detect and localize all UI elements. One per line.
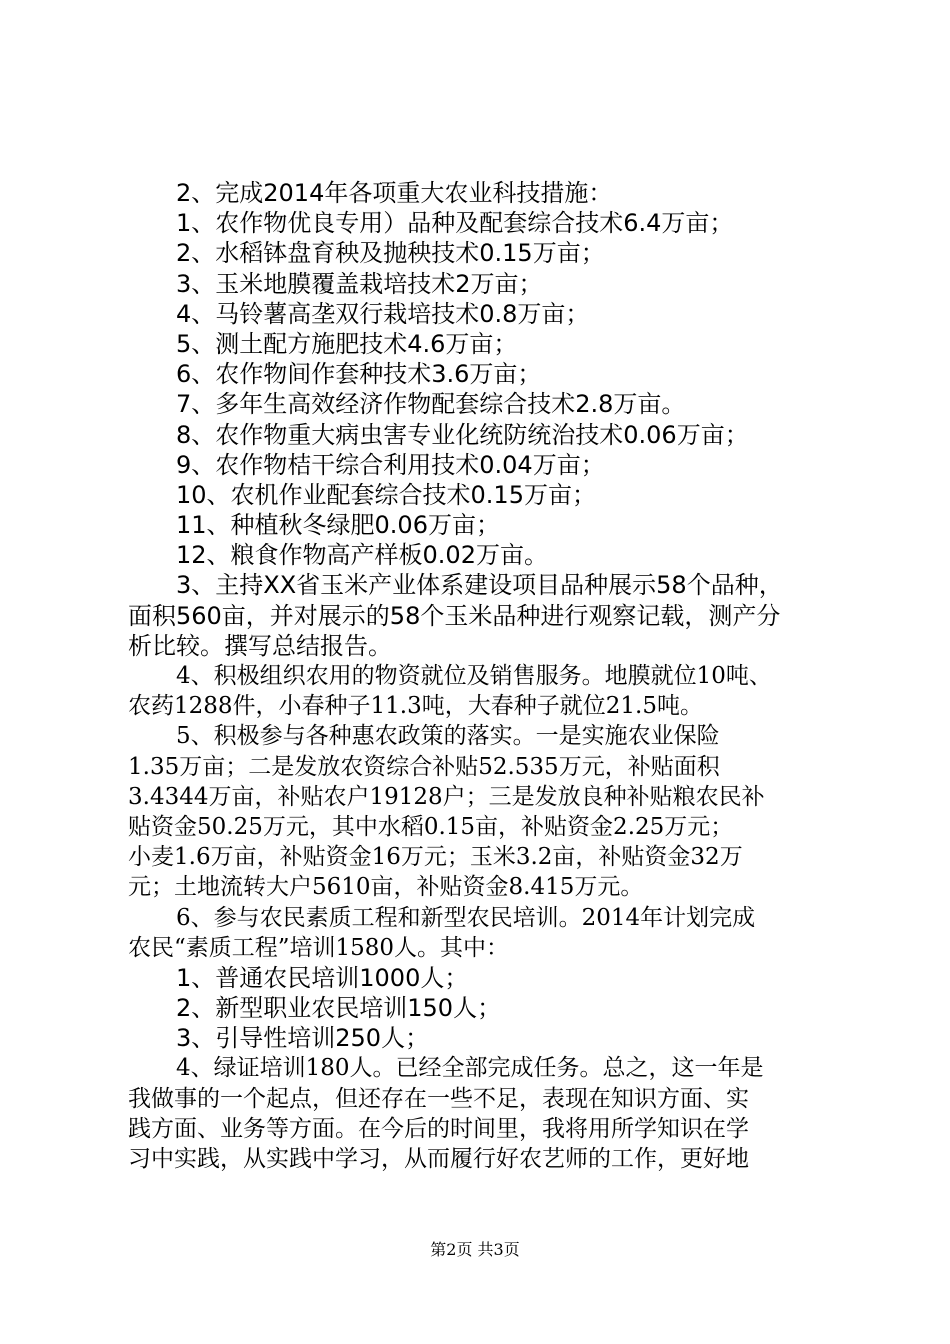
text-line: 6、农作物间作套种技术3.6万亩； [176, 360, 542, 389]
text-line: 1、农作物优良专用）品种及配套综合技术6.4万亩； [176, 209, 734, 238]
text-line: 3、主持XX省玉米产业体系建设项目品种展示58个品种， [176, 571, 783, 600]
text-line: 2、新型职业农民培训150人； [176, 994, 502, 1023]
page-footer: 第2页 共3页 [430, 1240, 520, 1259]
text-line: 3、玉米地膜覆盖栽培技术2万亩； [176, 269, 543, 298]
text-line: 贴资金50.25万元，其中水稻0.15亩，补贴资金2.25万元； [128, 813, 734, 840]
text-line: 析比较。撰写总结报告。 [128, 631, 392, 660]
document-body [128, 178, 838, 1174]
text-line: 6、参与农民素质工程和新型农民培训。2014年计划完成 [176, 904, 756, 931]
text-line: 10、农机作业配套综合技术0.15万亩； [176, 480, 596, 509]
text-line: 4、积极组织农用的物资就位及销售服务。地膜就位10吨、 [176, 663, 772, 689]
text-line: 农民“素质工程”培训1580人。其中： [128, 934, 510, 961]
text-line: 11、种植秋冬绿肥0.06万亩； [176, 511, 500, 540]
text-line: 1、普通农民培训1000人； [176, 963, 469, 992]
text-line: 5、测土配方施肥技术4.6万亩； [176, 329, 518, 358]
text-line: 8、农作物重大病虫害专业化统防统治技术0.06万亩； [176, 420, 749, 449]
text-line: 1.35万亩；二是发放农资综合补贴52.535万元，补贴面积 [128, 753, 720, 780]
text-line: 3.4344万亩，补贴农户19128户；三是发放良种补贴粮农民补 [128, 783, 765, 810]
text-line: 面积560亩，并对展示的58个玉米品种进行观察记载，测产分 [128, 601, 781, 630]
text-line: 12、粮食作物高产样板0.02万亩。 [176, 541, 548, 570]
text-line: 小麦1.6万亩，补贴资金16万元；玉米3.2亩，补贴资金32万 [128, 844, 743, 871]
text-line: 2、水稻钵盘育秧及抛秧技术0.15万亩； [176, 239, 605, 268]
text-line: 践方面、业务等方面。在今后的时间里，我将用所学知识在学 [128, 1115, 749, 1142]
text-line: 4、马铃薯高垄双行栽培技术0.8万亩； [176, 299, 590, 328]
text-line: 4、绿证培训180人。已经全部完成任务。总之，这一年是 [176, 1055, 764, 1082]
text-line: 我做事的一个起点，但还存在一些不足，表现在知识方面、实 [128, 1085, 749, 1112]
text-line: 农药1288件，小春种子11.3吨，大春种子就位21.5吨。 [128, 693, 703, 720]
text-line: 习中实践，从实践中学习，从而履行好农艺师的工作，更好地 [128, 1146, 749, 1172]
text-line: 5、积极参与各种惠农政策的落实。一是实施农业保险 [176, 723, 720, 750]
text-line: 3、引导性培训250人； [176, 1024, 430, 1053]
text-line: 元；土地流转大户5610亩，补贴资金8.415万元。 [128, 874, 644, 901]
text-line: 9、农作物桔干综合利用技术0.04万亩； [176, 450, 605, 479]
text-line: 7、多年生高效经济作物配套综合技术2.8万亩。 [176, 390, 686, 419]
text-line: 2、完成2014年各项重大农业科技措施： [176, 179, 613, 207]
